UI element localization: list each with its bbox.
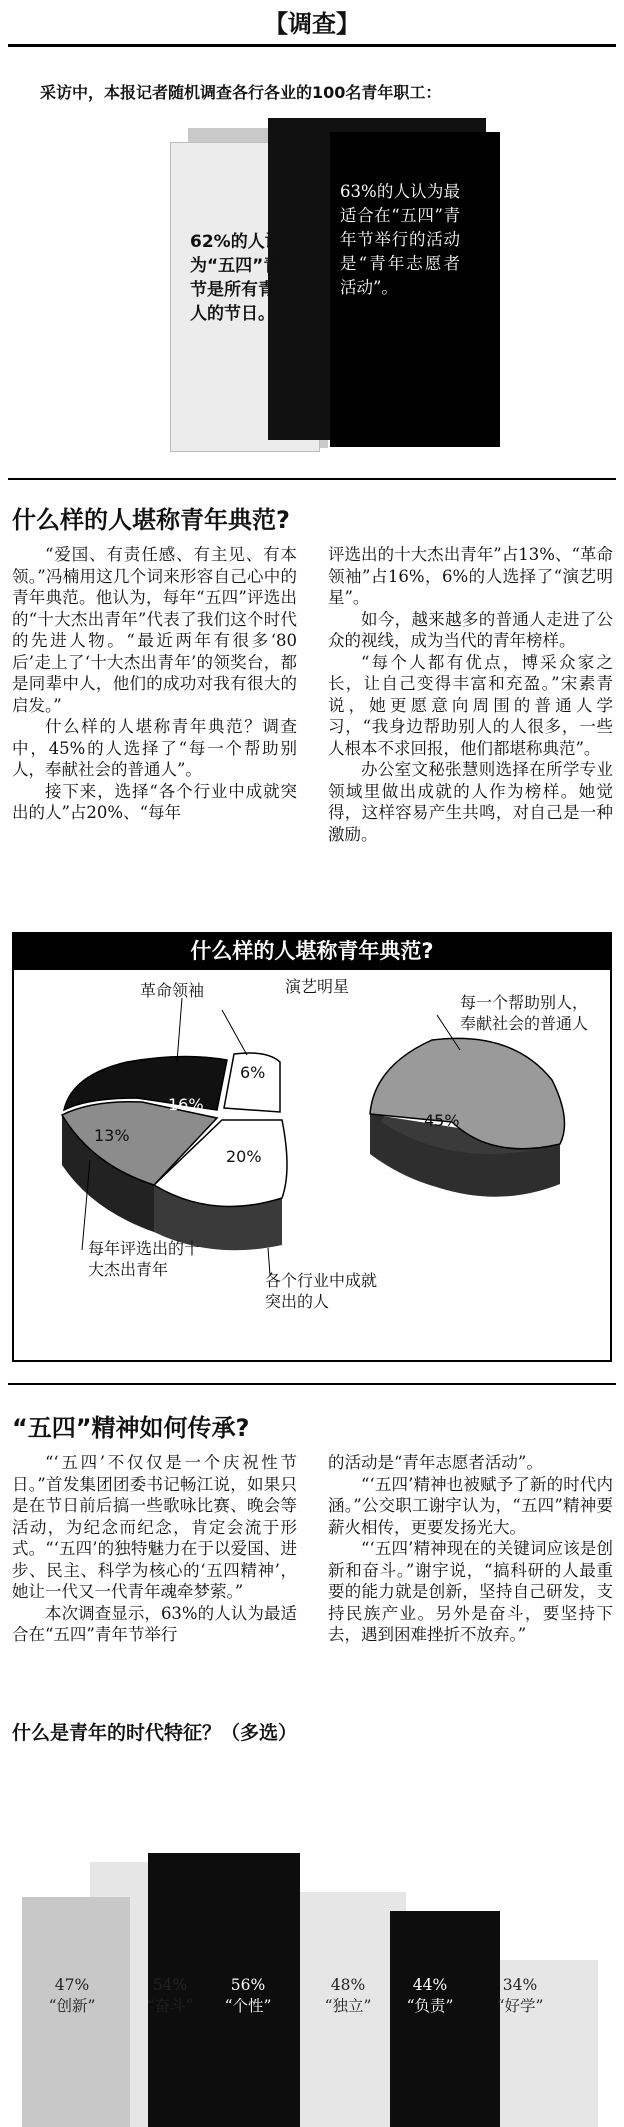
- bar-value-label: 34%: [502, 1976, 538, 1994]
- bar-5: [390, 1911, 500, 2127]
- section1-column-left: [12, 544, 297, 824]
- pie-value-label: 16%: [168, 1095, 204, 1114]
- paragraph: 本次调查显示，63%的人认为最适合在“五四”青年节举行: [12, 1603, 297, 1644]
- pie-callout-leader: 革命领袖: [140, 981, 205, 1000]
- pie-value-label: 45%: [424, 1111, 460, 1130]
- left-card-text: 62%的人认为“五四”青年节是所有青年人的节日。: [190, 232, 298, 324]
- section-heading-may-fourth: “五四”精神如何传承?: [12, 1414, 250, 1442]
- bar-chart-title: 什么是青年的时代特征？（多选）: [12, 1722, 298, 1744]
- right-card-text: 63%的人认为最适合在“五四”青年节举行的活动是“青年志愿者活动”。: [340, 182, 460, 297]
- pie-callout-ten: 每年评选出的十大杰出青年: [88, 1239, 201, 1279]
- callout-line: [222, 1010, 247, 1055]
- section-divider: [8, 478, 616, 480]
- bar-category-label: “个性”: [224, 1997, 272, 2015]
- paragraph: “‘五四’不仅仅是一个庆祝性节日。”首发集团团委书记畅江说，如果只是在节日前后搞一些歌咏比赛、晚会等活动，为纪念而纪念，肯定会流于形式。“‘五四’的独特魅力在于以爱国、进步、民主、科学为核心的‘五四精神’，她让一代又一代青年魂牵梦萦。”: [12, 1453, 297, 1601]
- paragraph: 评选出的十大杰出青年”占13%、“革命领袖”占16%，6%的人选择了“演艺明星”。: [328, 545, 613, 607]
- pie-callout-star: 演艺明星: [285, 977, 350, 996]
- section2-column-left: [12, 1452, 297, 1646]
- section-divider: [8, 1383, 616, 1385]
- pie-value-label: 20%: [226, 1147, 262, 1166]
- pie-callout-industry: 各个行业中成就突出的人: [265, 1271, 378, 1311]
- paragraph: “爱国、有责任感、有主见、有本领。”冯楠用这几个词来形容自己心中的青年典范。他认为，每年“五四”评选出的“十大杰出青年”代表了我们这个时代的先进人物。“最近两年有很多‘80后’走上了‘十大杰出青年’的领奖台，都是同辈中人，他们的成功对我有很大的启发。”: [12, 545, 297, 715]
- bar-label-1: [22, 1975, 122, 2017]
- callout-line: [177, 998, 182, 1062]
- bar-value-label: 54%: [152, 1976, 188, 1994]
- bar-value-label: 56%: [230, 1976, 266, 1994]
- paragraph: 接下来，选择“各个行业中成就突出的人”占20%、“每年: [12, 781, 297, 822]
- paragraph: 办公室文秘张慧则选择在所学专业领域里做出成就的人作为榜样。她觉得，这样容易产生共鸣，对自己是一种激励。: [328, 760, 613, 844]
- bar-label-5: [380, 1975, 480, 2017]
- bar-category-label: “奋斗”: [146, 1997, 194, 2015]
- section1-column-right: [328, 544, 613, 845]
- intro-text: 采访中，本报记者随机调查各行各业的100名青年职工：: [40, 83, 442, 102]
- paragraph: 什么样的人堪称青年典范？调查中，45%的人选择了“每一个帮助别人，奉献社会的普通人”。: [12, 717, 297, 779]
- page-title: 【调查】: [264, 10, 360, 38]
- bar-value-label: 47%: [54, 1976, 90, 1994]
- pie-value-label: 6%: [240, 1063, 266, 1082]
- pie-callout-ordinary: 每一个帮助别人，奉献社会的普通人: [460, 993, 589, 1033]
- paragraph: “‘五四’精神也被赋予了新的时代内涵。”公交职工谢宇认为，“五四”精神要薪火相传，更要发扬光大。: [328, 1474, 613, 1537]
- paragraph: “‘五四’精神现在的关键词应该是创新和奋斗。”谢宇说，“搞科研的人最重要的能力就是创新，坚持自己研发，支持民族产业。另外是奋斗，要坚持下去，遇到困难挫折不放弃。”: [328, 1539, 613, 1644]
- bar-chart: [0, 1760, 624, 2127]
- bar-value-label: 44%: [412, 1976, 448, 1994]
- pie-chart-title: 什么样的人堪称青年典范?: [12, 932, 612, 970]
- bar-category-label: “创新”: [48, 1997, 96, 2015]
- bar-category-label: “独立”: [324, 1997, 372, 2015]
- paragraph: “每个人都有优点，博采众家之长，让自己变得丰富和充盈。”宋素青说，她更愿意向周围的普通人学习，“我身边帮助别人的人很多，一些人根本不求回报，他们都堪称典范”。: [328, 652, 613, 758]
- paragraph: 如今，越来越多的普通人走进了公众的视线，成为当代的青年榜样。: [328, 609, 613, 650]
- paragraph: 的活动是“青年志愿者活动”。: [328, 1453, 543, 1472]
- header-divider: [8, 44, 616, 47]
- pie-value-label: 13%: [94, 1126, 130, 1145]
- section2-column-right: [328, 1452, 613, 1646]
- section-heading-role-model: 什么样的人堪称青年典范?: [12, 506, 290, 534]
- bar-label-3: [198, 1975, 298, 2017]
- bar-label-6: [470, 1975, 570, 2017]
- bar-category-label: “负责”: [406, 1997, 454, 2015]
- bar-category-label: “好学”: [496, 1997, 544, 2015]
- bar-value-label: 48%: [330, 1976, 366, 1994]
